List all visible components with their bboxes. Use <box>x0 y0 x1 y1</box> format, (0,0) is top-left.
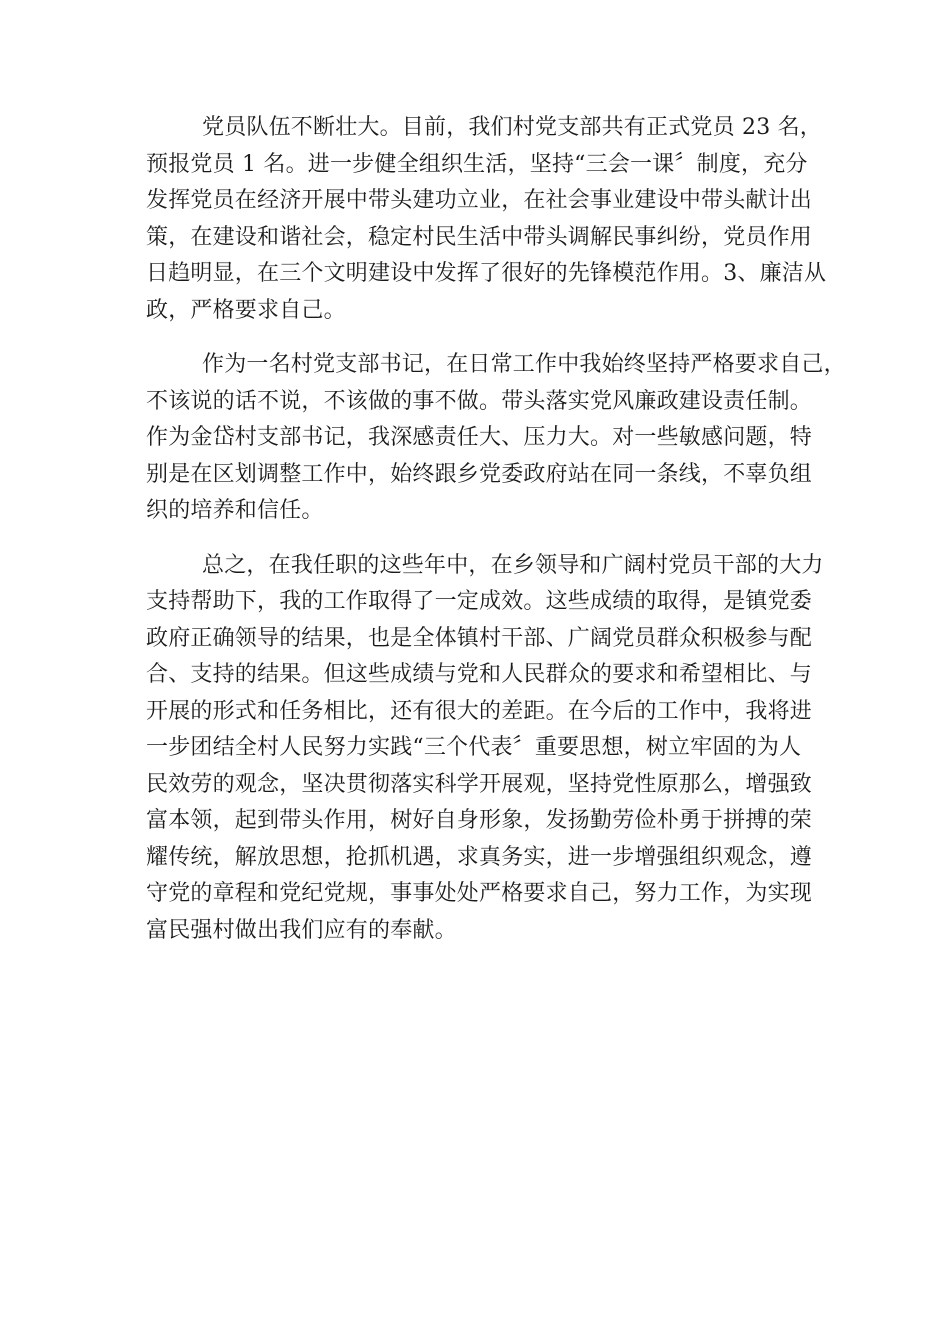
text-line: 发挥党员在经济开展中带头建功立业，在社会事业建设中带头献计出 <box>146 188 813 213</box>
document-body <box>146 110 846 967</box>
text-line: 守党的章程和党纪党规，事事处处严格要求自己，努力工作，为实现 <box>146 881 813 906</box>
text-line: 作为一名村党支部书记，在日常工作中我始终坚持严格要求自己， <box>202 352 846 377</box>
text-line: 政，严格要求自己。 <box>146 297 346 323</box>
paragraph-2 <box>146 347 846 530</box>
text-line: 一步团结全村人民努力实践“三个代表〞重要思想，树立牢固的为人 <box>146 735 802 760</box>
paragraph-3 <box>146 548 824 950</box>
text-line: 民效劳的观念，坚决贯彻落实科学开展观，坚持党性原那么，增强致 <box>146 771 813 797</box>
text-line: 合、支持的结果。但这些成绩与党和人民群众的要求和希望相比、与 <box>146 662 813 687</box>
text-line: 作为金岱村支部书记，我深感责任大、压力大。对一些敏感问题，特 <box>146 425 813 450</box>
text-line: 预报党员 1 名。进一步健全组织生活，坚持“三会一课〞制度，充分 <box>146 151 808 177</box>
text-line: 政府正确领导的结果，也是全体镇村干部、广阔党员群众积极参与配 <box>146 625 813 651</box>
text-line: 总之，在我任职的这些年中，在乡领导和广阔村党员干部的大力 <box>202 552 824 578</box>
text-line: 不该说的话不说，不该做的事不做。带头落实党风廉政建设责任制。 <box>146 388 813 414</box>
text-line: 耀传统，解放思想，抢抓机遇，求真务实，进一步增强组织观念，遵 <box>146 844 813 870</box>
text-line: 富本领，起到带头作用，树好自身形象，发扬勤劳俭朴勇于拼搏的荣 <box>146 808 813 833</box>
text-line: 党员队伍不断壮大。目前，我们村党支部共有正式党员 23 名， <box>202 115 822 140</box>
paragraph-1 <box>146 110 827 329</box>
text-line: 富民强村做出我们应有的奉献。 <box>146 917 457 943</box>
text-line: 别是在区划调整工作中，始终跟乡党委政府站在同一条线，不辜负组 <box>146 461 813 487</box>
text-line: 织的培养和信任。 <box>146 498 324 523</box>
text-line: 支持帮助下，我的工作取得了一定成效。这些成绩的取得，是镇党委 <box>146 589 813 614</box>
text-line: 策，在建设和谐社会，稳定村民生活中带头调解民事纠纷，党员作用 <box>146 224 813 250</box>
text-line: 开展的形式和任务相比，还有很大的差距。在今后的工作中，我将进 <box>146 698 813 724</box>
text-line: 日趋明显，在三个文明建设中发挥了很好的先锋模范作用。3、廉洁从 <box>146 261 827 286</box>
